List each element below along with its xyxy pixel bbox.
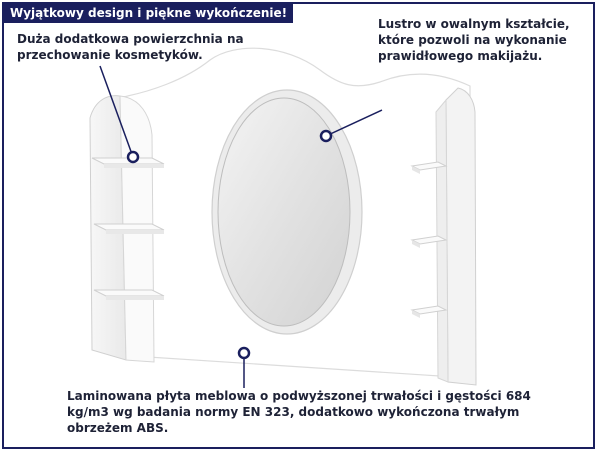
page-title: Wyjątkowy design i piękne wykończenie! [4, 4, 293, 23]
material-callout: Laminowana płyta meblowa o podwyższonej trwałości i gęstości 684 kg/m3 wg badania normy EN 323, dodatkowo wykończona trwałym obrzeżem ABS. [67, 389, 531, 435]
storage-callout: Duża dodatkowa powierzchnia na przechowanie kosmetyków. [17, 32, 244, 62]
material-marker [239, 348, 249, 358]
oval-mirror [212, 90, 362, 334]
mirror-marker [321, 131, 331, 141]
right-side-panel [436, 88, 476, 385]
mirror-callout: Lustro w owalnym kształcie, które pozwoli na wykonanie prawidłowego makijażu. [378, 17, 570, 63]
storage-marker [128, 152, 138, 162]
